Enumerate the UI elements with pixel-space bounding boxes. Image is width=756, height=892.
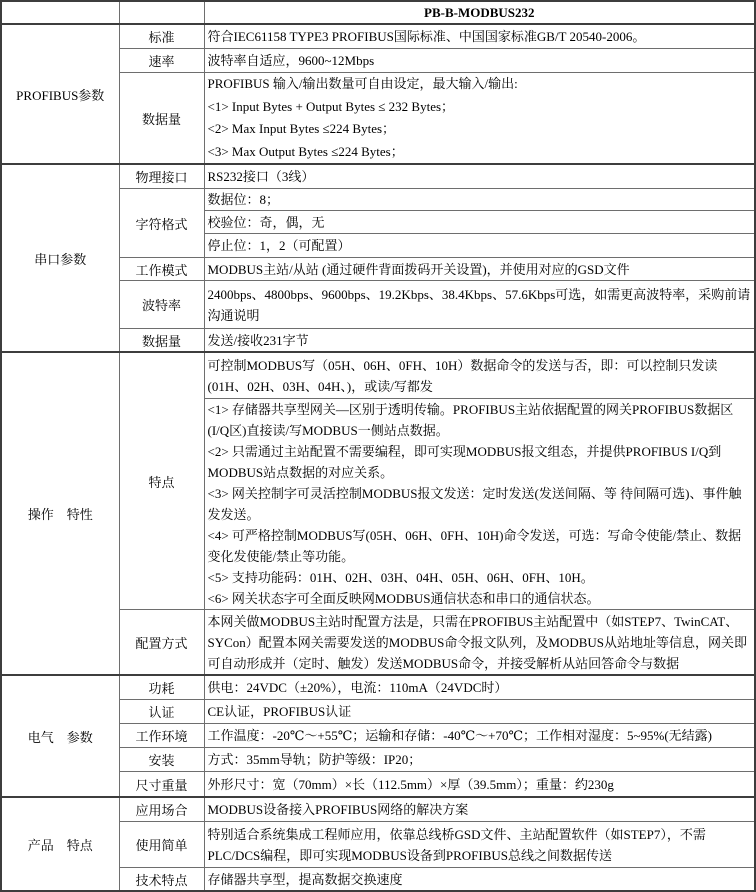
row-feature-label: 特点: [119, 352, 204, 610]
row-profibus-datavolume-value: [204, 73, 755, 165]
row-ease-label: 使用简单: [119, 822, 204, 868]
row-env-value: 工作温度：-20℃～+55℃；运输和存储：-40℃～+70℃；工作相对湿度：5~95%(无结露): [204, 724, 755, 748]
row-rate-value: 波特率自适应，9600~12Mbps: [204, 49, 755, 73]
table-row: [1, 797, 755, 822]
row-feature-items: [204, 399, 755, 610]
row-standard-label: 标准: [119, 24, 204, 49]
row-profibus-datavolume-label: 数据量: [119, 73, 204, 165]
product-model-title: PB-B-MODBUS232: [204, 1, 755, 24]
row-install-label: 安装: [119, 748, 204, 772]
spec-line: <1> Input Bytes + Output Bytes ≤ 232 Bytes；: [207, 98, 455, 114]
row-application-value: MODBUS设备接入PROFIBUS网络的解决方案: [204, 797, 755, 822]
header-row: [1, 1, 755, 24]
feature-item: <3> 网关控制字可灵活控制MODBUS报文发送：定时发送(发送间隔、等 待间隔可选)、事件触发发送。: [207, 486, 742, 522]
row-size-value: 外形尺寸：宽（70mm）×长（112.5mm）×厚（39.5mm）；重量：约230g: [204, 772, 755, 798]
row-charformat-databit: 数据位：8；: [204, 189, 755, 211]
feature-item: <6> 网关状态字可全面反映网MODBUS通信状态和串口的通信状态。: [207, 591, 600, 606]
feature-item: <4> 可严格控制MODBUS写(05H、06H、0FH、10H)命令发送，可选：写命令使能/禁止、数据变化发使能/禁止等功能。: [207, 528, 742, 564]
spec-line: <2> Max Input Bytes ≤224 Bytes；: [207, 121, 396, 136]
section-label-profibus: PROFIBUS参数: [1, 24, 119, 164]
row-config-label: 配置方式: [119, 610, 204, 676]
row-physical-value: RS232接口（3线）: [204, 164, 755, 189]
row-rate-label: 速率: [119, 49, 204, 73]
row-standard-value: 符合IEC61158 TYPE3 PROFIBUS国际标准、中国国家标准GB/T 20540-2006。: [204, 24, 755, 49]
row-size-label: 尺寸重量: [119, 772, 204, 798]
table-row: [1, 24, 755, 49]
feature-item: <5> 支持功能码：01H、02H、03H、04H、05H、06H、0FH、10H。: [207, 570, 594, 585]
row-baud-label: 波特率: [119, 281, 204, 329]
spec-line: <3> Max Output Bytes ≤224 Bytes；: [207, 143, 404, 159]
row-cert-label: 认证: [119, 700, 204, 724]
spec-line: PROFIBUS 输入/输出数量可自由设定，最大输入/输出:: [207, 76, 518, 91]
section-label-product: 产品 特点: [1, 797, 119, 891]
row-env-label: 工作环境: [119, 724, 204, 748]
row-ease-value: 特别适合系统集成工程师应用，依靠总线桥GSD文件、主站配置软件（如STEP7），不需PLC/DCS编程，即可实现MODBUS设备到PROFIBUS总线之间数据传送: [204, 822, 755, 868]
section-label-operation: 操作 特性: [1, 352, 119, 675]
row-workmode-value: MODBUS主站/从站 (通过硬件背面拨码开关设置)，并使用对应的GSD文件: [204, 258, 755, 281]
section-label-electrical: 电气 参数: [1, 675, 119, 797]
section-label-serial: 串口参数: [1, 164, 119, 352]
feature-item: <2> 只需通过主站配置不需要编程，即可实现MODBUS报文组态，并提供PROFIBUS I/Q到MODBUS站点数据的对应关系。: [207, 444, 722, 480]
row-power-label: 功耗: [119, 675, 204, 700]
row-physical-label: 物理接口: [119, 164, 204, 189]
row-workmode-label: 工作模式: [119, 258, 204, 281]
row-application-label: 应用场合: [119, 797, 204, 822]
row-cert-value: CE认证，PROFIBUS认证: [204, 700, 755, 724]
header-subitem-cell: [119, 1, 204, 24]
feature-item: <1> 存储器共享型网关—区别于透明传输。PROFIBUS主站依据配置的网关PROFIBUS数据区(I/Q区)直接读/写MODBUS一侧站点数据。: [207, 402, 734, 438]
row-baud-value: 2400bps、4800bps、9600bps、19.2Kbps、38.4Kbps、57.6Kbps可选，如需更高波特率，采购前请沟通说明: [204, 281, 755, 329]
table-row: [1, 352, 755, 399]
row-tech-label: 技术特点: [119, 868, 204, 892]
table-row: [1, 164, 755, 189]
row-serial-datavolume-label: 数据量: [119, 329, 204, 353]
row-power-value: 供电：24VDC（±20%），电流：110mA（24VDC时）: [204, 675, 755, 700]
row-tech-value: 存储器共享型，提高数据交换速度: [204, 868, 755, 892]
row-config-value: 本网关做MODBUS主站时配置方法是，只需在PROFIBUS主站配置中（如STEP7、TwinCAT、SYCon）配置本网关需要发送的MODBUS命令报文队列，及MODBUS从站地址等信息，网关即可自动形成并（定时、触发）发送MODBUS命令，并接受解析从站回答命令与数据: [204, 610, 755, 676]
row-charformat-label: 字符格式: [119, 189, 204, 258]
row-charformat-stopbit: 停止位：1，2（可配置）: [204, 234, 755, 258]
row-charformat-parity: 校验位：奇，偶，无: [204, 211, 755, 234]
table-row: [1, 675, 755, 700]
row-serial-datavolume-value: 发送/接收231字节: [204, 329, 755, 353]
row-feature-intro: 可控制MODBUS写（05H、06H、0FH、10H）数据命令的发送与否，即：可以控制只发读(01H、02H、03H、04H、)，或读/写都发: [204, 352, 755, 399]
row-install-value: 方式：35mm导轨；防护等级：IP20；: [204, 748, 755, 772]
header-category-cell: [1, 1, 119, 24]
